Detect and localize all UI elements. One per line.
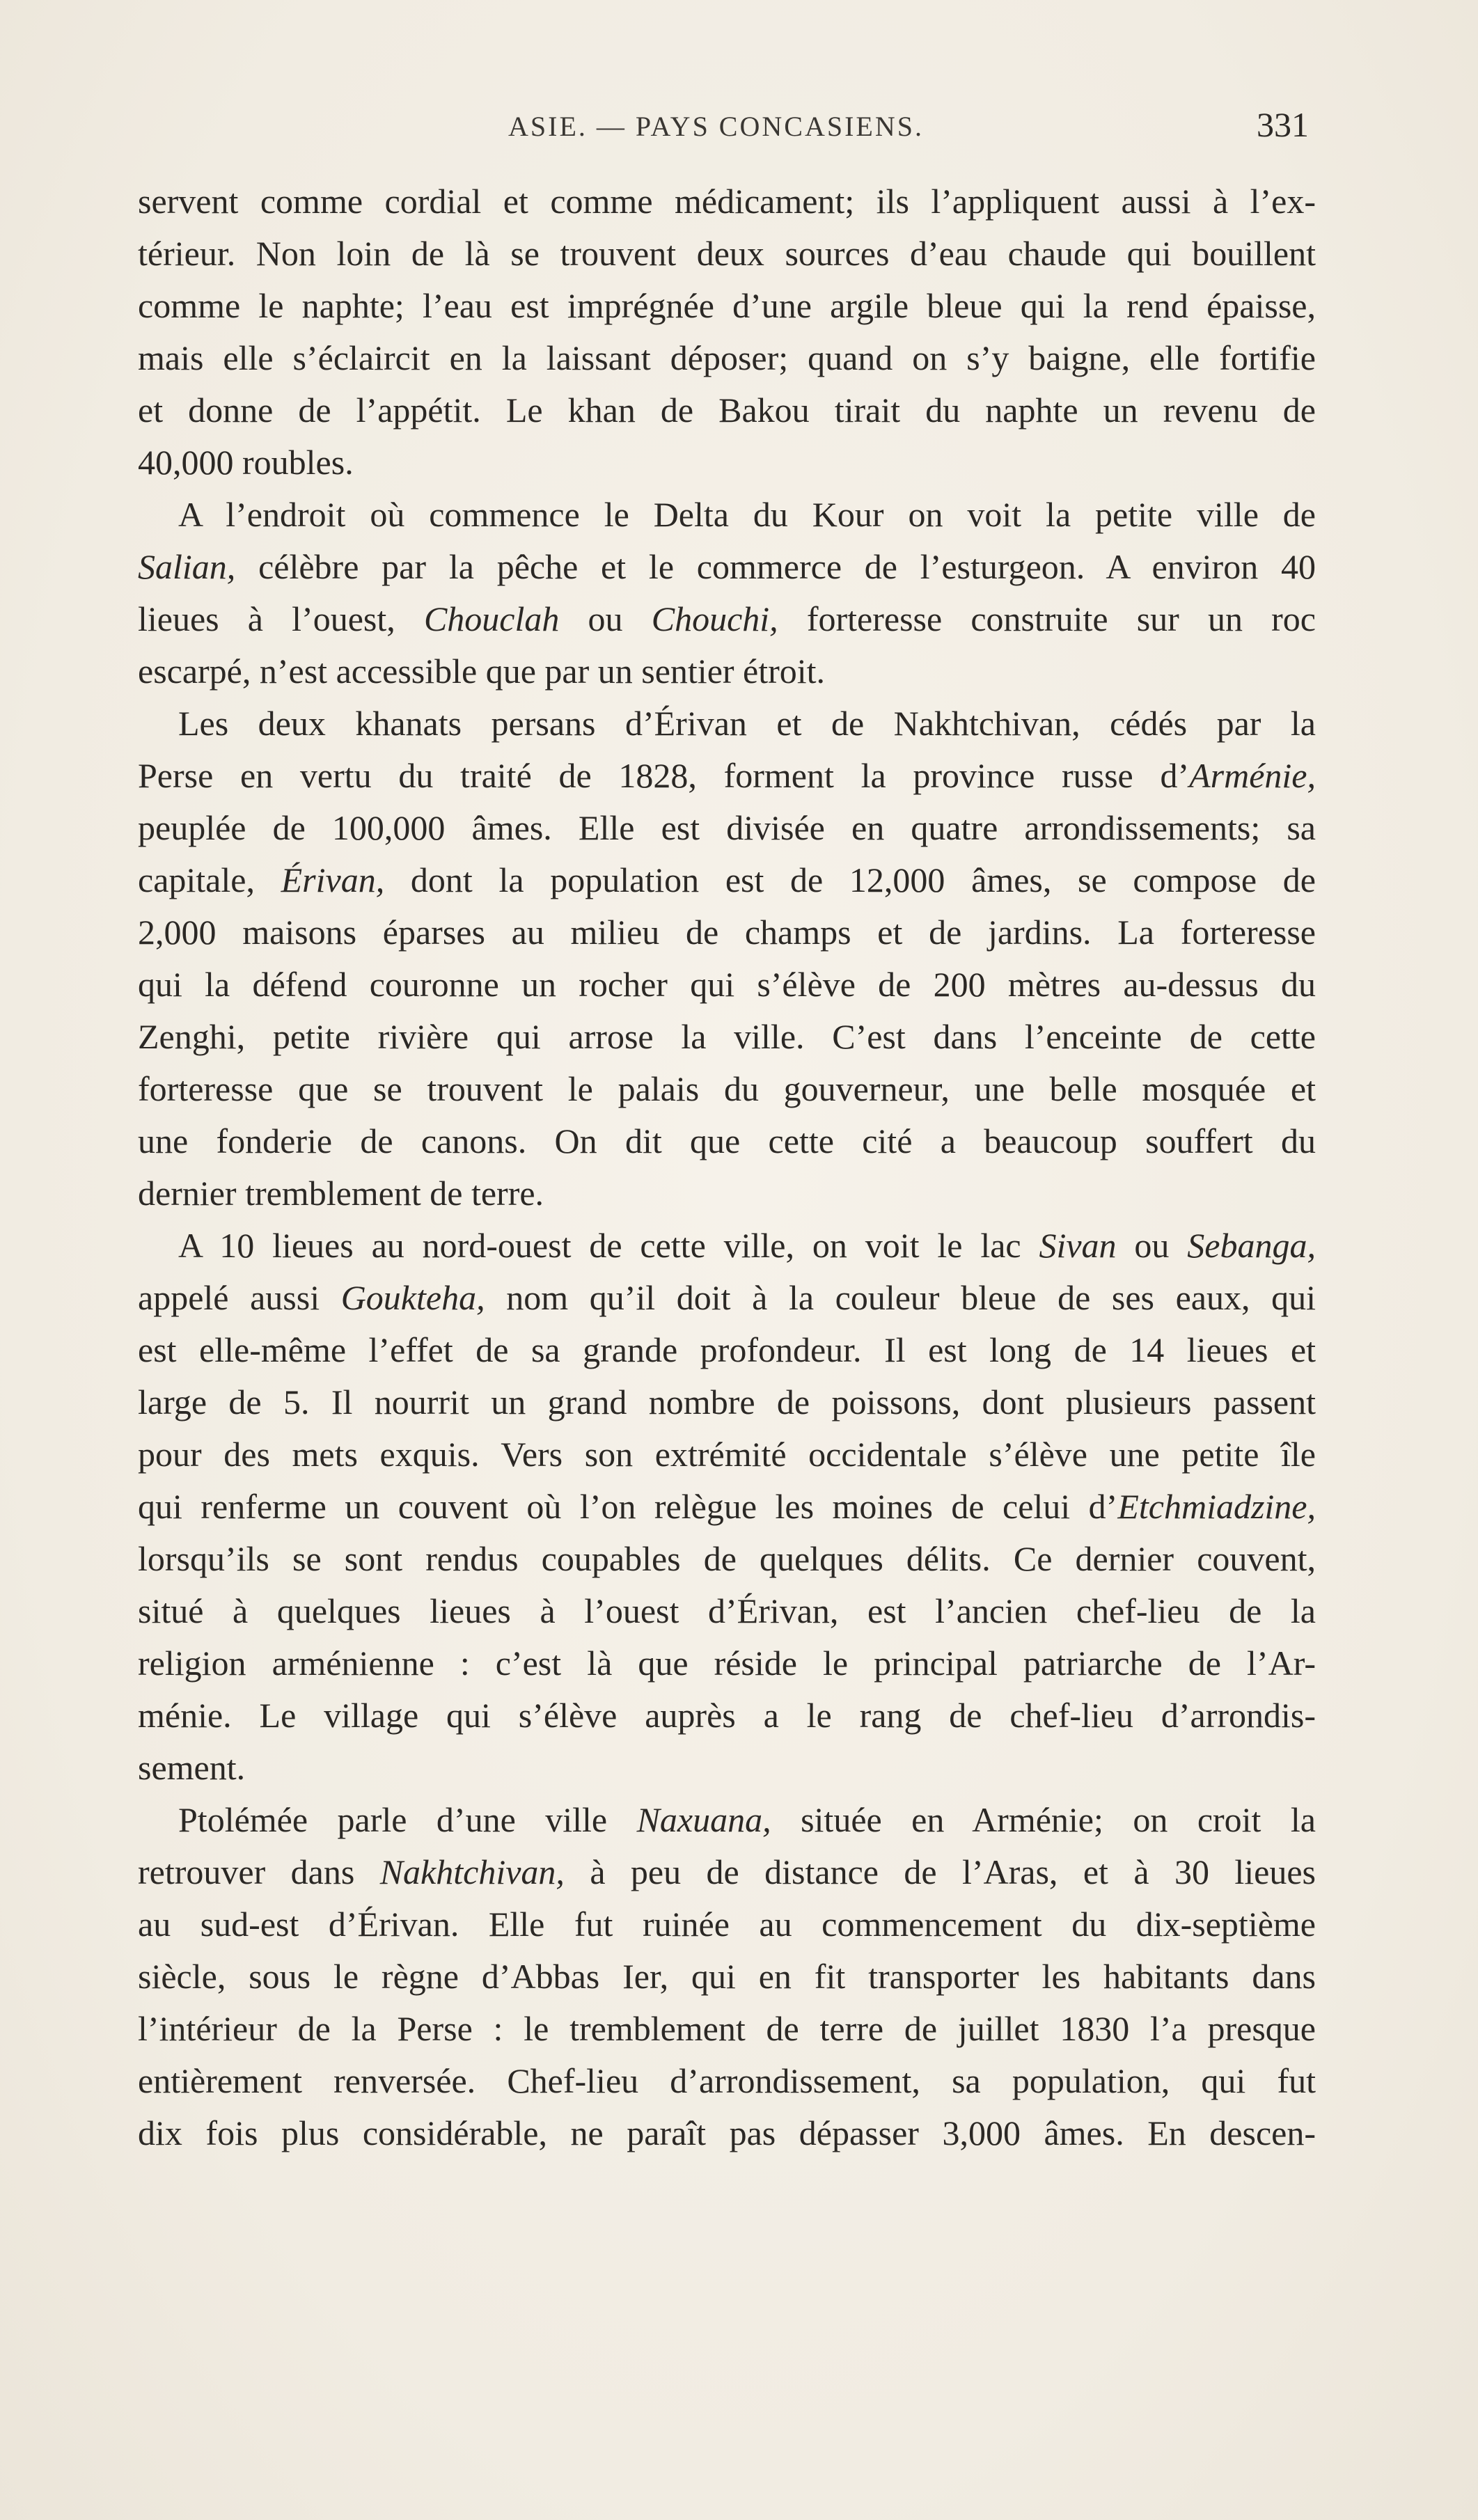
text-line — [138, 1637, 1316, 1690]
italic-term: Goukteha, — [340, 1278, 485, 1317]
text-line — [138, 2055, 1316, 2107]
text-run: Zenghi, petite rivière qui arrose la ville. C’est dans l’enceinte de cette — [138, 1017, 1316, 1056]
italic-term: Salian, — [138, 547, 236, 586]
text-line — [138, 384, 1316, 436]
text-run: dix fois plus considérable, ne paraît pas dépasser 3,000 âmes. En descen- — [138, 2113, 1316, 2152]
text-line — [138, 593, 1316, 645]
text-line — [138, 2107, 1316, 2159]
text-run: à peu de distance de l’Aras, et à 30 lieues — [564, 1852, 1316, 1891]
page-header — [0, 104, 1478, 153]
text-run: qui renferme un couvent où l’on relègue les moines de celui d’ — [138, 1487, 1118, 1526]
text-run: forteresse que se trouvent le palais du gouverneur, une belle mosquée et — [138, 1069, 1316, 1108]
italic-term: Etchmiadzine, — [1117, 1487, 1316, 1526]
text-line — [138, 436, 1316, 489]
text-line — [138, 1690, 1316, 1742]
text-line — [138, 854, 1316, 906]
text-run: au sud-est d’Érivan. Elle fut ruinée au commencement du dix-septième — [138, 1905, 1316, 1944]
text-run: térieur. Non loin de là se trouvent deux sources d’eau chaude qui bouillent — [138, 234, 1316, 273]
text-line — [138, 228, 1316, 280]
text-line — [138, 1376, 1316, 1428]
italic-term: Chouclah — [423, 599, 560, 638]
text-run: situé à quelques lieues à l’ouest d’Érivan, est l’ancien chef-lieu de la — [138, 1591, 1316, 1630]
text-run: A 10 lieues au nord-ouest de cette ville, on voit le lac — [178, 1226, 1039, 1265]
italic-term: Érivan, — [281, 860, 385, 899]
text-line — [138, 906, 1316, 959]
italic-term: Nakhtchivan, — [379, 1852, 565, 1891]
text-run: large de 5. Il nourrit un grand nombre de poissons, dont plusieurs passent — [138, 1383, 1316, 1422]
text-line — [138, 698, 1316, 750]
text-line — [138, 1585, 1316, 1637]
text-run: qui la défend couronne un rocher qui s’élève de 200 mètres au-dessus du — [138, 965, 1316, 1004]
text-line — [138, 1794, 1316, 1846]
text-run: située en Arménie; on croit la — [771, 1800, 1316, 1839]
text-line — [138, 489, 1316, 541]
text-line — [138, 175, 1316, 228]
text-line — [138, 1115, 1316, 1167]
text-run: 2,000 maisons éparses au milieu de champs et de jardins. La forteresse — [138, 913, 1316, 952]
text-line — [138, 1167, 1316, 1220]
text-run: capitale, — [138, 860, 281, 899]
text-run: A l’endroit où commence le Delta du Kour on voit la petite ville de — [178, 495, 1316, 534]
text-run: comme le naphte; l’eau est imprégnée d’une argile bleue qui la rend épaisse, — [138, 286, 1316, 325]
text-run: l’intérieur de la Perse : le tremblement de terre de juillet 1830 l’a presque — [138, 2009, 1316, 2048]
text-line — [138, 1220, 1316, 1272]
text-run: célèbre par la pêche et le commerce de l’esturgeon. A environ 40 — [235, 547, 1316, 586]
text-line — [138, 1898, 1316, 1951]
text-run: ou — [1116, 1226, 1188, 1265]
text-run: retrouver dans — [138, 1852, 380, 1891]
text-line — [138, 1533, 1316, 1585]
text-run: Perse en vertu du traité de 1828, forment la province russe d’ — [138, 756, 1190, 795]
text-run: Ptolémée parle d’une ville — [178, 1800, 637, 1839]
text-run: est elle-même l’effet de sa grande profondeur. Il est long de 14 lieues et — [138, 1330, 1316, 1369]
text-line — [138, 959, 1316, 1011]
running-head: ASIE. — PAYS CONCASIENS. — [508, 111, 924, 142]
text-line — [138, 1324, 1316, 1376]
text-run: lorsqu’ils se sont rendus coupables de quelques délits. Ce dernier couvent, — [138, 1539, 1316, 1578]
italic-term: Naxuana, — [636, 1800, 771, 1839]
text-line — [138, 1951, 1316, 2003]
text-run: lieues à l’ouest, — [138, 599, 424, 638]
text-run: religion arménienne : c’est là que réside le principal patriarche de l’Ar- — [138, 1644, 1316, 1683]
text-line — [138, 802, 1316, 854]
text-run: ménie. Le village qui s’élève auprès a le rang de chef-lieu d’arrondis- — [138, 1696, 1316, 1735]
body-text — [138, 175, 1316, 2159]
text-line — [138, 1481, 1316, 1533]
text-run: appelé aussi — [138, 1278, 341, 1317]
text-run: peuplée de 100,000 âmes. Elle est divisée en quatre arrondissements; sa — [138, 808, 1316, 847]
text-run: siècle, sous le règne d’Abbas Ier, qui en fit transporter les habitants dans — [138, 1957, 1316, 1996]
text-line — [138, 2003, 1316, 2055]
text-run: 40,000 roubles. — [138, 443, 354, 482]
text-run: nom qu’il doit à la couleur bleue de ses eaux, qui — [485, 1278, 1316, 1317]
text-line — [138, 541, 1316, 593]
text-line — [138, 332, 1316, 384]
text-run: Les deux khanats persans d’Érivan et de Nakhtchivan, cédés par la — [178, 704, 1316, 743]
text-run: mais elle s’éclaircit en la laissant déposer; quand on s’y baigne, elle fortifie — [138, 338, 1316, 377]
text-line — [138, 1742, 1316, 1794]
text-run: dont la population est de 12,000 âmes, se compose de — [384, 860, 1316, 899]
text-line — [138, 280, 1316, 332]
text-line — [138, 1272, 1316, 1324]
italic-term: Chouchi, — [651, 599, 778, 638]
text-run: ou — [559, 599, 652, 638]
text-run: dernier tremblement de terre. — [138, 1174, 544, 1213]
text-line — [138, 1428, 1316, 1481]
text-run: pour des mets exquis. Vers son extrémité occidentale s’élève une petite île — [138, 1435, 1316, 1474]
text-run: et donne de l’appétit. Le khan de Bakou tirait du naphte un revenu de — [138, 391, 1316, 430]
text-run: sement. — [138, 1748, 246, 1787]
italic-term: Sivan — [1039, 1226, 1117, 1265]
text-line — [138, 645, 1316, 698]
italic-term: Sebanga, — [1187, 1226, 1316, 1265]
page-number: 331 — [1257, 105, 1309, 144]
text-line — [138, 1063, 1316, 1115]
text-run: forteresse construite sur un roc — [778, 599, 1316, 638]
text-line — [138, 1011, 1316, 1063]
italic-term: Arménie, — [1189, 756, 1316, 795]
text-run: entièrement renversée. Chef-lieu d’arrondissement, sa population, qui fut — [138, 2061, 1316, 2100]
text-run: escarpé, n’est accessible que par un sentier étroit. — [138, 652, 826, 691]
text-line — [138, 750, 1316, 802]
text-run: servent comme cordial et comme médicament; ils l’appliquent aussi à l’ex- — [138, 182, 1316, 221]
text-run: une fonderie de canons. On dit que cette cité a beaucoup souffert du — [138, 1121, 1316, 1160]
text-line — [138, 1846, 1316, 1898]
